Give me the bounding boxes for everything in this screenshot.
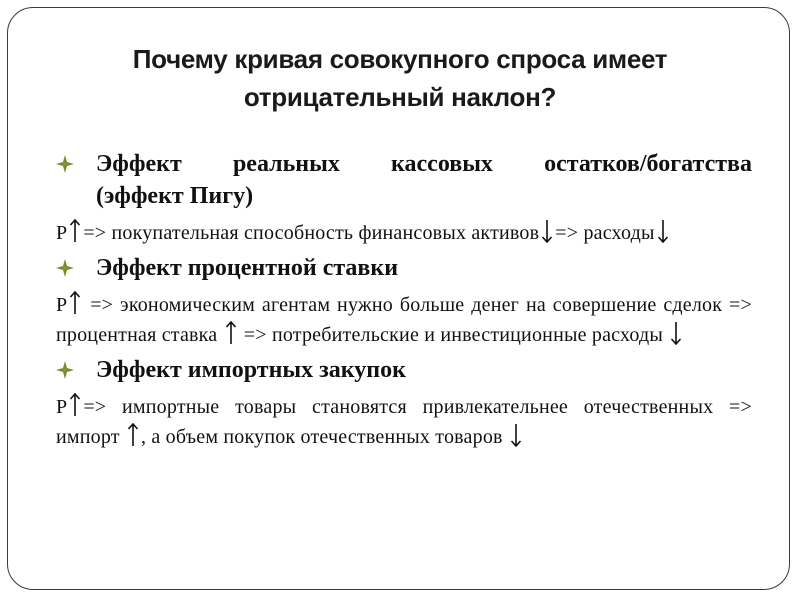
text-part: , а объем покупок отечественных товаров [140,426,503,448]
arrow-up-icon [225,321,237,345]
text-part: => экономическим агентам нужно больше денег на совершение сделок => процентная ставка [56,294,752,346]
arrow-down-icon [510,423,522,447]
arrow-down-icon [541,219,553,243]
effect-heading-text: Эффект процентной ставки [96,255,399,281]
arrow-up-icon [69,393,81,417]
effect-text-2 [56,290,752,350]
text-part: P [56,222,68,244]
diamond-bullet-icon [56,354,96,379]
text-part: => импортные товары становятся привлекательнее отечественных => импорт [56,396,752,448]
slide-body [56,148,752,456]
heading-line-1: Эффект реальных кассовых остатков/богатства [96,151,752,177]
diamond-bullet-icon [56,252,96,277]
effect-text-3 [56,392,752,452]
heading-line-2: (эффект Пигу) [96,183,254,209]
effect-text-1 [56,218,752,248]
text-part: P [56,294,68,316]
text-part: => потребительские и инвестиционные расходы [243,324,664,346]
effect-heading-text: Эффект импортных закупок [96,357,406,383]
text-part: расходы [583,222,655,244]
effect-heading-text [96,148,752,212]
effect-heading-1 [56,148,752,212]
text-part: P [56,396,68,418]
text-part: => [555,222,579,244]
effect-heading-3 [56,354,752,386]
effect-heading-2 [56,252,752,284]
title-line-2: отрицательный наклон? [243,82,557,112]
title-line-1: Почему кривая совокупного спроса имеет [132,44,668,74]
arrow-up-icon [69,291,81,315]
arrow-up-icon [69,219,81,243]
slide-title [60,40,740,116]
diamond-bullet-icon [56,148,96,173]
text-part: => покупательная способность финансовых активов [83,222,540,244]
arrow-up-icon [127,423,139,447]
arrow-down-icon [657,219,669,243]
arrow-down-icon [670,321,682,345]
